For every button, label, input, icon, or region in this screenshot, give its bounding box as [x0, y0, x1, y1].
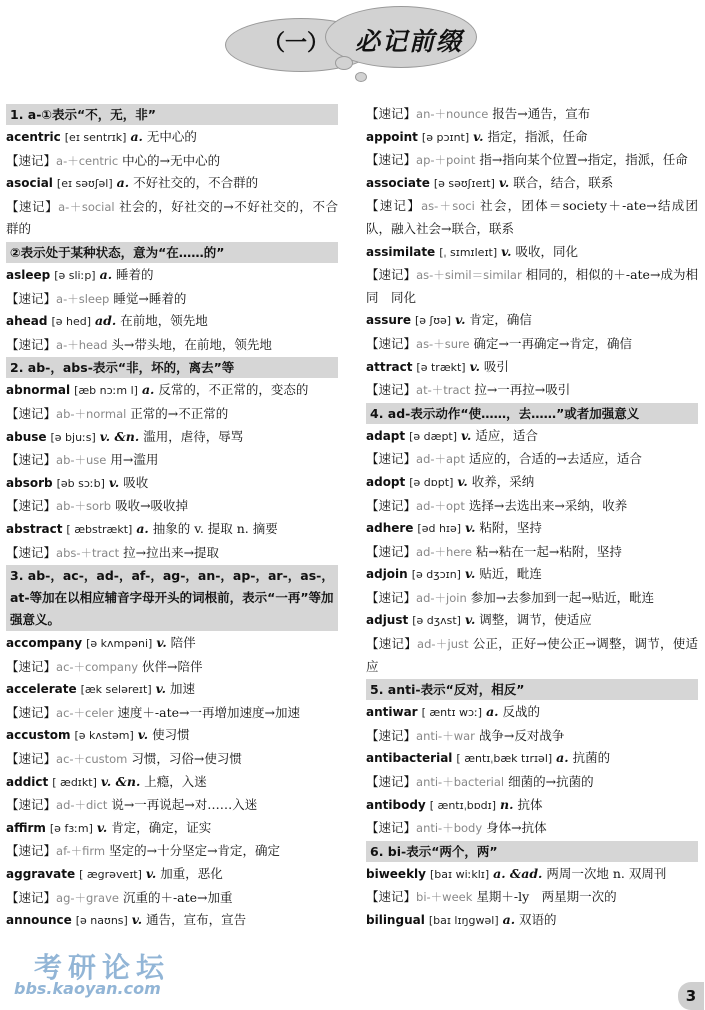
- word-entry: [366, 909, 698, 933]
- meaning: 联合，结合，联系: [513, 174, 614, 190]
- word-entry: [366, 425, 698, 449]
- word-parts: anti-＋war: [416, 728, 475, 743]
- headword: asocial: [6, 176, 53, 191]
- memo-explanation: 说→一再说起→对……入迷: [111, 797, 258, 813]
- meaning: 吸收，同化: [515, 243, 578, 259]
- memo-label: 【速记】: [366, 820, 417, 836]
- memo-entry: [366, 495, 698, 518]
- headword: abuse: [6, 429, 47, 444]
- phonetic: [ə hed]: [51, 315, 92, 329]
- memo-label: 【速记】: [6, 889, 57, 905]
- part-of-speech: v.: [473, 128, 484, 144]
- meaning: 抗菌的: [572, 750, 611, 766]
- part-of-speech: v.: [108, 474, 120, 490]
- part-of-speech: v.: [145, 866, 157, 882]
- memo-label: 【速记】: [366, 497, 417, 513]
- part-of-speech: a.: [486, 704, 499, 720]
- meaning: 使习惯: [152, 727, 190, 743]
- memo-explanation: 拉→一再拉→吸引: [474, 382, 571, 398]
- memo-entry: [366, 633, 698, 678]
- title-banner: [215, 4, 485, 84]
- right-column: [366, 103, 698, 933]
- phonetic: [ə bjuːs]: [50, 430, 96, 444]
- memo-label: 【速记】: [6, 152, 57, 168]
- memo-label: 【速记】: [366, 589, 417, 605]
- meaning: 吸引: [483, 358, 509, 374]
- meaning: 加速: [169, 681, 195, 697]
- phonetic: [baɪ wiːklɪ]: [429, 867, 490, 881]
- headword: announce: [6, 913, 72, 928]
- cloud-bubble: [355, 72, 367, 82]
- meaning: 肯定，确信: [469, 312, 532, 328]
- word-entry: [366, 563, 698, 587]
- meaning: 反战的: [502, 704, 541, 720]
- part-of-speech: v.: [465, 520, 476, 536]
- word-parts: ac-＋company: [56, 659, 139, 674]
- meaning: 通告，宣布，宣告: [146, 912, 247, 928]
- memo-label: 【速记】: [6, 544, 57, 560]
- part-of-speech: a.: [141, 382, 155, 398]
- part-of-speech: v.: [464, 612, 476, 628]
- memo-entry: [366, 149, 698, 172]
- memo-explanation: 身体→抗体: [486, 820, 547, 836]
- word-entry: [6, 909, 338, 933]
- headword: antibacterial: [366, 751, 453, 766]
- memo-label: 【速记】: [6, 843, 57, 859]
- word-entry: [6, 472, 338, 496]
- memo-explanation: 确定→一再确定→肯定，确信: [473, 335, 632, 351]
- phonetic: [æk seləreɪt]: [80, 683, 152, 697]
- word-entry: [366, 356, 698, 380]
- memo-explanation: 参加→去参加到一起→贴近，毗连: [470, 589, 655, 605]
- word-parts: a-＋social: [58, 199, 115, 214]
- meaning: 两周一次地 n. 双周刊: [546, 865, 667, 881]
- word-entry: [6, 771, 338, 795]
- meaning: 滥用，虐待，辱骂: [143, 428, 244, 444]
- memo-explanation: 中心的→无中心的: [122, 152, 221, 168]
- meaning: 适应，适合: [475, 427, 538, 443]
- phonetic: [ə trækt]: [416, 360, 466, 374]
- memo-explanation: 星期＋-ly 两星期一次的: [476, 889, 617, 905]
- memo-entry: [6, 656, 338, 679]
- section-header: 4. ad-表示动作“使……，去……”或者加强意义: [366, 403, 698, 424]
- part-of-speech: v.: [156, 635, 167, 651]
- word-entry: [366, 609, 698, 633]
- memo-explanation: 沉重的＋-ate→加重: [122, 889, 233, 905]
- meaning: 贴近，毗连: [479, 566, 542, 582]
- section-header: 3. ab-，ac-，ad-，af-，ag-，an-，ap-，ar-，as-，at-等加在以相应辅音字母开头的词根前，表示“一再”等加强意义。: [6, 565, 338, 631]
- phonetic: [ə naʊns]: [75, 914, 128, 928]
- phonetic: [ə pɔɪnt]: [421, 130, 470, 144]
- word-entry: [6, 379, 338, 403]
- phonetic: [ ægrəveɪt]: [79, 868, 142, 882]
- phonetic: [əb sɔːb]: [56, 476, 105, 490]
- headword: adjust: [366, 613, 409, 628]
- word-parts: as-＋soci: [421, 199, 475, 214]
- memo-entry: [6, 542, 338, 565]
- memo-entry: [6, 748, 338, 771]
- watermark-url: bbs.kaoyan.com: [14, 979, 161, 998]
- word-entry: [6, 678, 338, 702]
- headword: accompany: [6, 636, 83, 651]
- phonetic: [ ædɪkt]: [52, 775, 97, 789]
- memo-explanation: 吸收→吸收掉: [115, 498, 189, 514]
- memo-entry: [6, 196, 338, 241]
- word-entry: [366, 471, 698, 495]
- memo-entry: [6, 887, 338, 910]
- word-entry: [366, 863, 698, 887]
- memo-explanation: 用→滥用: [110, 452, 159, 468]
- word-parts: anti-＋bacterial: [416, 775, 505, 790]
- headword: adapt: [366, 428, 406, 443]
- memo-entry: [366, 379, 698, 402]
- part-of-speech: v.: [155, 681, 166, 697]
- part-of-speech: a.: [130, 129, 143, 144]
- memo-label: 【速记】: [6, 336, 57, 352]
- part-of-speech: v.: [457, 473, 468, 489]
- part-of-speech: v.: [498, 174, 510, 190]
- phonetic: [eɪ sentrɪk]: [64, 131, 127, 144]
- word-parts: a-＋head: [56, 337, 108, 352]
- meaning: 粘附，坚持: [479, 520, 542, 536]
- part-of-speech: a.: [556, 750, 569, 766]
- memo-explanation: 战争→反对战争: [478, 727, 565, 743]
- part-of-speech: v.: [96, 819, 108, 835]
- word-parts: ad-＋dict: [56, 798, 108, 813]
- phonetic: [əd hɪə]: [417, 522, 462, 536]
- memo-label: 【速记】: [6, 658, 57, 674]
- meaning: 抽象的 v. 提取 n. 摘要: [152, 520, 278, 536]
- memo-label: 【速记】: [366, 382, 417, 398]
- headword: antibody: [366, 797, 426, 812]
- phonetic: [æb nɔːm l]: [74, 384, 138, 398]
- headword: bilingual: [366, 913, 425, 927]
- word-parts: at-＋tract: [416, 383, 471, 398]
- word-parts: ab-＋normal: [56, 406, 127, 421]
- phonetic: [ə dʒɔɪn]: [411, 568, 461, 582]
- part-of-speech: v.: [461, 427, 472, 443]
- part-of-speech: v.: [464, 566, 476, 582]
- watermark-text: 考研论坛: [34, 951, 171, 984]
- meaning: 不好社交的，不合群的: [133, 175, 259, 191]
- headword: appoint: [366, 129, 418, 144]
- meaning: 反常的，不正常的，变态的: [158, 382, 309, 398]
- word-entry: [6, 863, 338, 887]
- cloud-bubble: [335, 56, 353, 70]
- word-parts: af-＋firm: [56, 844, 106, 859]
- section-header: ②表示处于某种状态，意为“在……的”: [6, 242, 338, 263]
- meaning: 睡着的: [116, 266, 154, 282]
- phonetic: [ə ʃʊə]: [414, 314, 452, 328]
- memo-entry: [366, 771, 698, 794]
- phonetic: [ æntɪˌbæk tɪrɪəl]: [456, 752, 553, 766]
- part-of-speech: v.: [131, 912, 143, 928]
- meaning: 陪伴: [170, 635, 196, 651]
- memo-label: 【速记】: [366, 106, 417, 121]
- word-entry: [6, 632, 338, 656]
- meaning: 调整，调节，使适应: [479, 612, 592, 628]
- memo-explanation: 细菌的→抗菌的: [508, 774, 594, 790]
- memo-label: 【速记】: [6, 405, 57, 421]
- memo-entry: [6, 702, 338, 725]
- word-entry: [366, 126, 698, 150]
- memo-label: 【速记】: [366, 727, 417, 743]
- memo-entry: [366, 587, 698, 610]
- word-entry: [6, 426, 338, 450]
- meaning: 指定，指派，任命: [487, 128, 588, 144]
- headword: aggravate: [6, 867, 76, 882]
- memo-explanation: 选择→去选出来→采纳，收养: [468, 497, 628, 513]
- memo-explanation: 公正，正好→使公正→调整，调节，使适应: [366, 636, 698, 674]
- part-of-speech: v.: [137, 727, 149, 743]
- word-parts: as-＋sure: [416, 336, 470, 351]
- memo-label: 【速记】: [366, 889, 417, 905]
- part-of-speech: a.: [116, 175, 130, 191]
- headword: abnormal: [6, 383, 71, 398]
- headword: assure: [366, 313, 411, 328]
- memo-entry: [366, 195, 698, 240]
- word-parts: ab-＋sorb: [56, 499, 112, 514]
- word-entry: [6, 264, 338, 288]
- memo-label: 【速记】: [366, 335, 417, 351]
- headword: absorb: [6, 475, 53, 490]
- meaning: 加重，恶化: [160, 866, 223, 882]
- section-header: 6. bi-表示“两个，两”: [366, 841, 698, 862]
- headword: adjoin: [366, 567, 408, 582]
- memo-entry: [366, 541, 698, 564]
- meaning: 肯定，确定，证实: [111, 819, 212, 835]
- memo-label: 【速记】: [366, 451, 417, 467]
- memo-label: 【速记】: [366, 774, 417, 790]
- part-of-speech: v. &n.: [99, 428, 140, 444]
- memo-explanation: 社会，团体＝society＋-ate→结成团队，融入社会→联合，联系: [366, 198, 698, 236]
- memo-label: 【速记】: [6, 797, 57, 813]
- memo-entry: [366, 448, 698, 471]
- memo-entry: [366, 817, 698, 840]
- phonetic: [ə dɒpt]: [409, 475, 454, 489]
- memo-label: 【速记】: [366, 198, 422, 214]
- phonetic: [baɪ lɪŋgwəl]: [428, 914, 499, 927]
- memo-explanation: 睡觉→睡着的: [113, 290, 187, 306]
- memo-entry: [366, 725, 698, 748]
- memo-label: 【速记】: [366, 152, 417, 168]
- memo-explanation: 拉→拉出来→提取: [123, 544, 220, 560]
- headword: asleep: [6, 267, 51, 282]
- part-of-speech: v.: [455, 312, 466, 328]
- headword: assimilate: [366, 244, 436, 259]
- section-header: 2. ab-，abs-表示“非，坏的，离去”等: [6, 357, 338, 378]
- meaning: 双语的: [519, 912, 557, 927]
- headword: abstract: [6, 521, 63, 536]
- meaning: 在前地，领先地: [120, 313, 208, 329]
- word-parts: ad-＋join: [416, 590, 467, 605]
- memo-explanation: 社会的，好社交的→不好社交的，不合群的: [6, 198, 338, 237]
- memo-entry: [6, 288, 338, 311]
- memo-label: 【速记】: [366, 267, 417, 283]
- memo-explanation: 伙伴→陪伴: [142, 658, 203, 674]
- watermark-logo: [4, 946, 190, 1004]
- meaning: 吸收: [123, 474, 149, 490]
- phonetic: [eɪ səʊʃəl]: [56, 177, 113, 191]
- word-entry: [6, 817, 338, 841]
- part-of-speech: v.: [469, 358, 480, 374]
- section-number: （一）: [263, 30, 330, 56]
- word-parts: as-＋simil＝similar: [416, 268, 522, 283]
- word-parts: a-＋sleep: [56, 291, 110, 306]
- phonetic: [ə səʊʃɪeɪt]: [433, 176, 495, 190]
- headword: adopt: [366, 474, 406, 489]
- word-parts: ad-＋apt: [416, 452, 465, 467]
- word-parts: ab-＋use: [56, 453, 107, 468]
- memo-entry: [366, 333, 698, 356]
- memo-explanation: 粘→粘在一起→粘附，坚持: [475, 543, 622, 559]
- word-parts: ad-＋opt: [416, 498, 465, 513]
- memo-explanation: 相同的，相似的＋-ate→成为相同 同化: [366, 267, 698, 305]
- memo-explanation: 报告→通告，宣布: [492, 106, 591, 121]
- memo-entry: [366, 264, 698, 309]
- meaning: 无中心的: [146, 129, 197, 144]
- word-parts: ac-＋celer: [56, 705, 114, 720]
- memo-entry: [366, 886, 698, 909]
- word-parts: ag-＋grave: [56, 890, 119, 905]
- word-parts: bi-＋week: [416, 890, 473, 905]
- part-of-speech: v. &n.: [100, 773, 141, 789]
- part-of-speech: a.: [136, 520, 149, 536]
- headword: affirm: [6, 820, 46, 835]
- word-parts: anti-＋body: [416, 821, 483, 836]
- headword: adhere: [366, 521, 414, 536]
- headword: addict: [6, 774, 49, 789]
- memo-label: 【速记】: [6, 704, 57, 720]
- headword: attract: [366, 359, 413, 374]
- word-parts: ad-＋just: [417, 637, 469, 652]
- headword: antiwar: [366, 705, 418, 720]
- memo-explanation: 指→指向某个位置→指定，指派，任命: [479, 152, 688, 168]
- phonetic: [ə dæpt]: [409, 429, 458, 443]
- phonetic: [ æntɪ wɔː]: [421, 706, 483, 720]
- phonetic: [ə kʌstəm]: [74, 729, 134, 743]
- headword: associate: [366, 175, 430, 190]
- meaning: 上瘾，入迷: [144, 773, 207, 789]
- memo-explanation: 头→带头地，在前地，领先地: [111, 336, 272, 352]
- memo-label: 【速记】: [366, 636, 418, 652]
- memo-entry: [6, 403, 338, 426]
- phonetic: [ə sliːp]: [54, 268, 96, 282]
- word-entry: [366, 172, 698, 196]
- meaning: 收养，采纳: [471, 473, 535, 489]
- memo-entry: [6, 495, 338, 518]
- word-parts: an-＋nounce: [416, 107, 489, 121]
- phonetic: [ə fɜːm]: [49, 821, 93, 835]
- word-entry: [6, 518, 338, 542]
- memo-explanation: 正常的→不正常的: [130, 405, 229, 421]
- memo-entry: [6, 334, 338, 357]
- memo-label: 【速记】: [366, 543, 417, 559]
- phonetic: [ æntɪˌbɒdɪ]: [429, 798, 497, 812]
- word-entry: [366, 241, 698, 265]
- part-of-speech: v.: [501, 243, 512, 259]
- memo-label: 【速记】: [6, 198, 59, 214]
- word-parts: abs-＋tract: [56, 545, 120, 560]
- headword: biweekly: [366, 866, 426, 881]
- memo-label: 【速记】: [6, 290, 57, 306]
- headword: ahead: [6, 314, 48, 329]
- word-entry: [366, 517, 698, 541]
- word-entry: [6, 172, 338, 196]
- memo-entry: [6, 449, 338, 472]
- section-header: 1. a-①表示“不，无，非”: [6, 104, 338, 125]
- word-entry: [366, 794, 698, 818]
- memo-explanation: 习惯，习俗→使习惯: [131, 751, 242, 767]
- memo-explanation: 速度＋-ate→一再增加速度→加速: [117, 704, 300, 720]
- part-of-speech: a.: [99, 266, 113, 282]
- memo-explanation: 适应的，合适的→去适应，适合: [468, 451, 642, 467]
- memo-entry: [6, 794, 338, 817]
- headword: acentric: [6, 130, 61, 144]
- headword: accelerate: [6, 682, 77, 697]
- word-parts: ac-＋custom: [56, 752, 128, 767]
- headword: accustom: [6, 728, 71, 743]
- word-parts: ad-＋here: [416, 544, 472, 559]
- memo-label: 【速记】: [6, 498, 57, 514]
- memo-entry: [6, 840, 338, 863]
- memo-entry: [6, 150, 338, 173]
- memo-explanation: 坚定的→十分坚定→肯定，确定: [109, 843, 281, 859]
- part-of-speech: n.: [500, 796, 514, 812]
- word-parts: ap-＋point: [416, 153, 476, 168]
- phonetic: [ə kʌmpəni]: [86, 637, 153, 651]
- page-title: 必记前缀: [355, 27, 464, 56]
- meaning: 抗体: [517, 796, 543, 812]
- memo-entry: [366, 103, 698, 126]
- word-entry: [366, 747, 698, 771]
- part-of-speech: a. &ad.: [493, 865, 543, 881]
- left-column: [6, 103, 338, 933]
- memo-label: 【速记】: [6, 751, 57, 767]
- word-entry: [366, 309, 698, 333]
- page-number: 3: [678, 982, 704, 1010]
- word-entry: [366, 701, 698, 725]
- phonetic: [ə dʒʌst]: [412, 614, 461, 628]
- word-entry: [6, 310, 338, 334]
- phonetic: [ æbstrækt]: [66, 522, 133, 536]
- word-entry: [6, 724, 338, 748]
- phonetic: [ˌ sɪmɪleɪt]: [439, 245, 498, 259]
- memo-label: 【速记】: [6, 452, 57, 468]
- part-of-speech: ad.: [95, 313, 117, 329]
- word-parts: a-＋centric: [56, 153, 119, 168]
- word-entry: [6, 126, 338, 150]
- part-of-speech: a.: [502, 912, 516, 927]
- section-header: 5. anti-表示“反对，相反”: [366, 679, 698, 700]
